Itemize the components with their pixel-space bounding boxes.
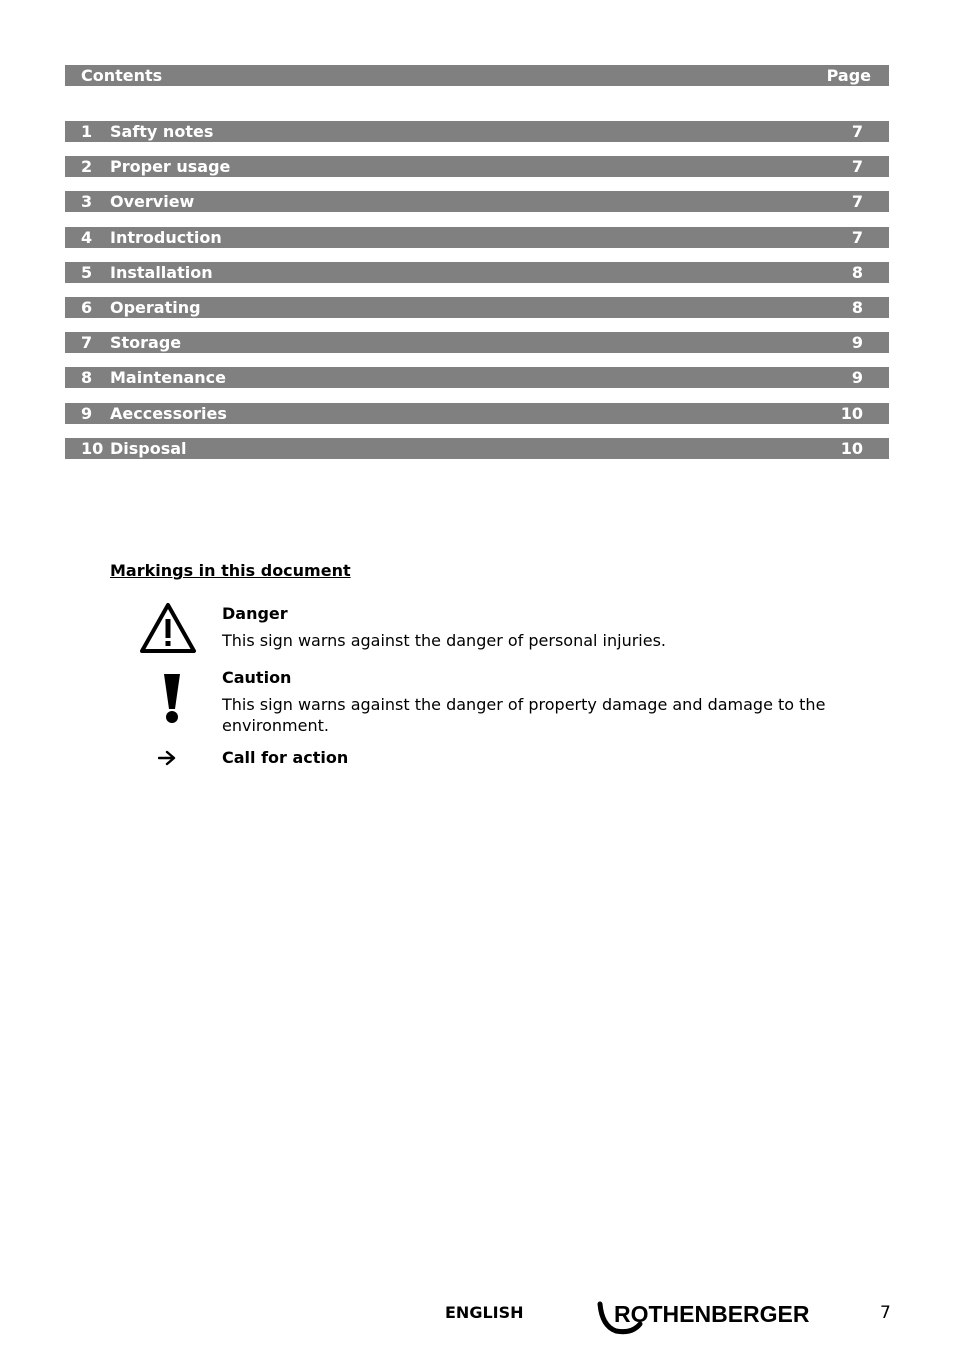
contents-label: Contents [81, 66, 163, 85]
contents-header-bar [65, 65, 889, 86]
call-for-action-heading: Call for action [222, 748, 349, 767]
toc-title: Operating [110, 298, 201, 317]
toc-title: Safty notes [110, 122, 214, 141]
toc-row[interactable] [65, 438, 889, 459]
toc-number: 7 [81, 333, 93, 352]
toc-row[interactable] [65, 367, 889, 388]
toc-number: 8 [81, 368, 93, 387]
toc-page: 7 [851, 122, 863, 141]
page-label: Page [826, 66, 871, 85]
toc-number: 6 [81, 298, 93, 317]
toc-title: Maintenance [110, 368, 227, 387]
toc-title: Aeccessories [110, 404, 227, 423]
toc-number: 3 [81, 192, 93, 211]
toc-row[interactable] [65, 262, 889, 283]
toc-title: Installation [110, 263, 213, 282]
toc-row[interactable] [65, 121, 889, 142]
toc-page: 9 [851, 368, 863, 387]
toc-row[interactable] [65, 156, 889, 177]
toc-number: 9 [81, 404, 93, 423]
toc-page: 7 [851, 157, 863, 176]
language-label: ENGLISH [445, 1303, 524, 1322]
brand-name: ROTHENBERGER [614, 1301, 810, 1327]
toc-page: 8 [851, 263, 863, 282]
danger-heading: Danger [222, 604, 288, 623]
toc-row[interactable] [65, 227, 889, 248]
caution-heading: Caution [222, 668, 292, 687]
rothenberger-logo [596, 1300, 836, 1340]
toc-title: Disposal [110, 439, 187, 458]
toc-row[interactable] [65, 191, 889, 212]
caution-text: This sign warns against the danger of property damage and damage to the environment. [222, 695, 826, 735]
toc-row[interactable] [65, 403, 889, 424]
exclamation-icon [161, 673, 183, 729]
toc-number: 10 [81, 439, 104, 458]
toc-number: 2 [81, 157, 93, 176]
toc-title: Introduction [110, 228, 222, 247]
danger-text: This sign warns against the danger of personal injuries. [222, 631, 666, 650]
page-number: 7 [880, 1303, 891, 1323]
warning-triangle-icon [139, 602, 197, 658]
arrow-right-icon [158, 750, 176, 770]
toc-row[interactable] [65, 332, 889, 353]
toc-page: 10 [840, 439, 863, 458]
toc-page: 7 [851, 192, 863, 211]
toc-page: 10 [840, 404, 863, 423]
toc-title: Storage [110, 333, 182, 352]
toc-page: 7 [851, 228, 863, 247]
toc-number: 5 [81, 263, 93, 282]
toc-title: Overview [110, 192, 195, 211]
toc-page: 9 [851, 333, 863, 352]
toc-number: 1 [81, 122, 93, 141]
toc-number: 4 [81, 228, 93, 247]
toc-page: 8 [851, 298, 863, 317]
toc-title: Proper usage [110, 157, 231, 176]
toc-row[interactable] [65, 297, 889, 318]
markings-title: Markings in this document [110, 561, 351, 580]
